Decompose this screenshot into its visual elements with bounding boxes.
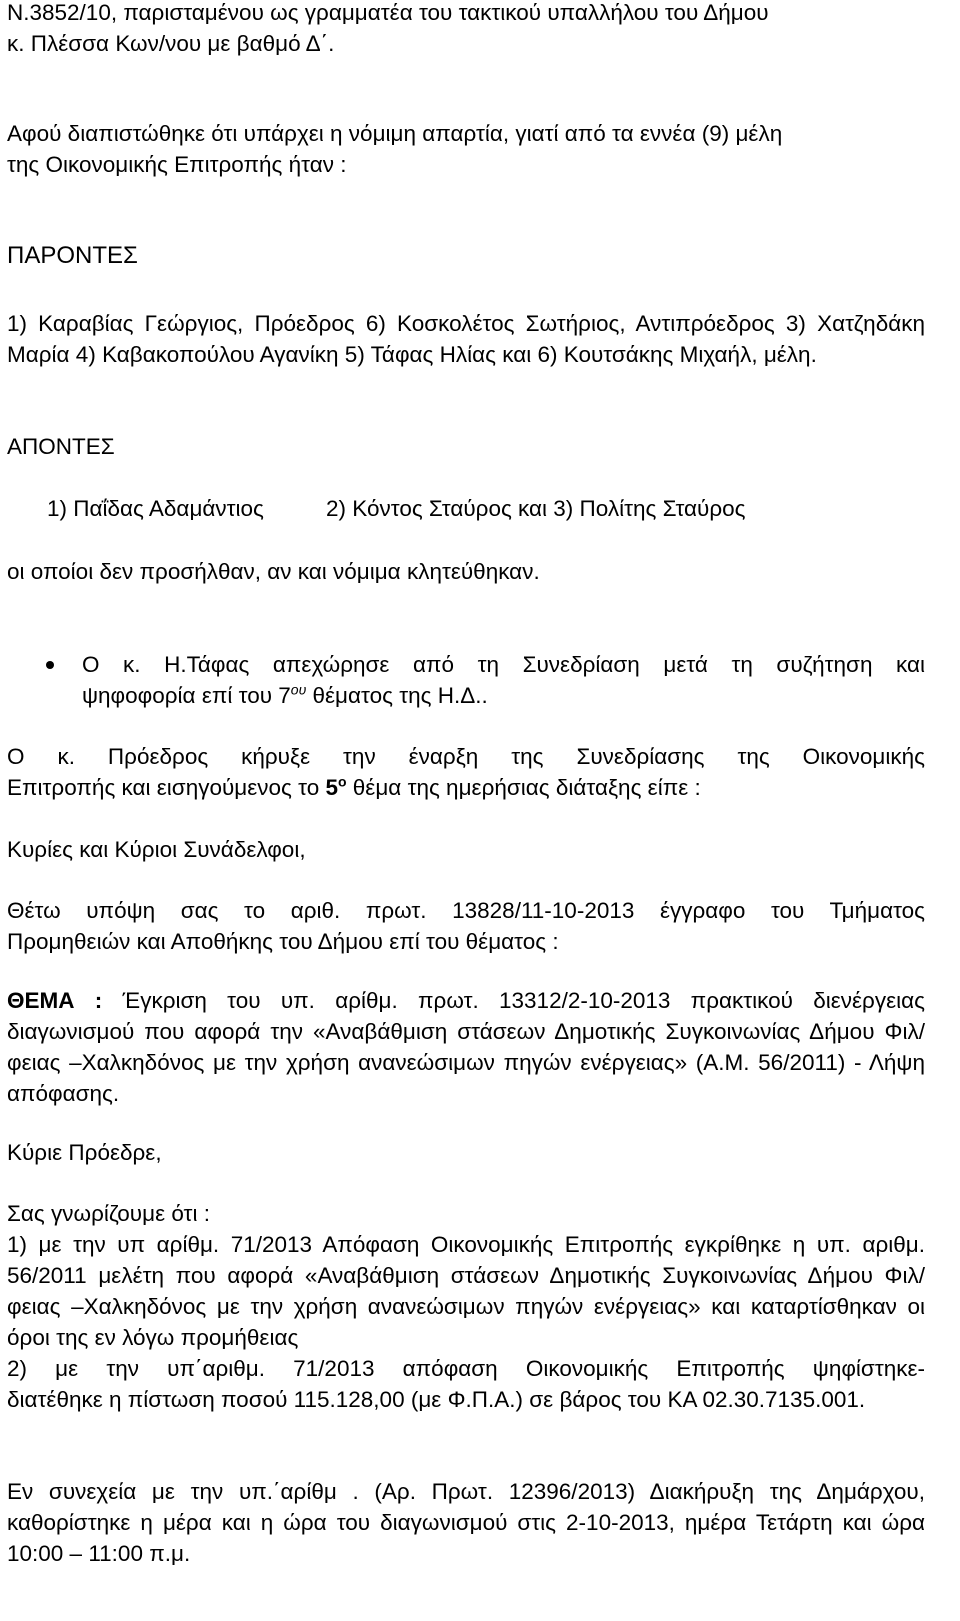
opening-ordinal-suffix: ο	[337, 773, 347, 790]
submit-line-2: Προμηθειών και Αποθήκης του Δήμου επί του θέματος :	[7, 929, 559, 954]
intro-line-1: Ν.3852/10, παρισταμένου ως γραμματέα του τακτικού υπαλλήλου του Δήμου	[7, 0, 769, 25]
followup-paragraph: Εν συνεχεία με την υπ.΄αρίθμ . (Αρ. Πρωτ. 12396/2013) Διακήρυξη της Δημάρχου, καθορίστηκε η μέρα και η ώρα του διαγωνισμού στις 2-10-2013, ημέρα Τετάρτη και ώρα 10:00 – 11:00 π.μ.	[7, 1479, 925, 1566]
submit-line-1: Θέτω υπόψη σας το αριθ. πρωτ. 13828/11-10-2013 έγγραφο του Τμήματος	[7, 898, 925, 923]
bullet-ordinal-suffix: ου	[290, 681, 307, 698]
inform-intro: Σας γνωρίζουμε ότι :	[7, 1201, 210, 1226]
subject-paragraph	[7, 985, 925, 1109]
quorum-line-2: της Οικονομικής Επιτροπής ήταν :	[7, 152, 347, 177]
intro-paragraph	[7, 0, 925, 59]
opening-line-2-end: θέμα της ημερήσιας διάταξης είπε :	[346, 775, 701, 800]
address-line: Κύριε Πρόεδρε,	[7, 1140, 162, 1165]
absent-members-2-3: 2) Κόντος Σταύρος και 3) Πολίτης Σταύρος	[326, 496, 746, 521]
subject-label: ΘΕΜΑ :	[7, 988, 103, 1013]
opening-line-2-text: Επιτροπής και εισηγούμενος το	[7, 775, 326, 800]
greeting: Κυρίες και Κύριοι Συνάδελφοι,	[7, 837, 306, 862]
absent-note: οι οποίοι δεν προσήλθαν, αν και νόμιμα κλητεύθηκαν.	[7, 559, 540, 584]
intro-line-2: κ. Πλέσσα Κων/νου με βαθμό Δ΄.	[7, 31, 335, 56]
absent-heading: ΑΠΟΝΤΕΣ	[7, 434, 115, 459]
bullet-line-2	[82, 680, 925, 711]
bullet-line-1: Ο κ. Η.Τάφας απεχώρησε από τη Συνεδρίαση μετά τη συζήτηση και	[82, 652, 925, 677]
bullet-line-2-end: θέματος της Η.Δ..	[306, 683, 488, 708]
opening-line-2	[7, 772, 925, 803]
opening-line-1: Ο κ. Πρόεδρος κήρυξε την έναρξη της Συνεδρίασης της Οικονομικής	[7, 744, 925, 769]
inform-item-2-line-1: 2) με την υπ΄αριθμ. 71/2013 απόφαση Οικονομικής Επιτροπής ψηφίστηκε-	[7, 1356, 925, 1381]
bullet-icon	[46, 661, 54, 669]
subject-text: Έγκριση του υπ. αρίθμ. πρωτ. 13312/2-10-2013 πρακτικού διενέργειας διαγωνισμού που αφορά την «Αναβάθμιση στάσεων Δημοτικής Συγκοινωνίας Δήμου Φιλ/φειας –Χαλκηδόνος με την χρήση ανανεώσιμων πηγών ενέργειας» (Α.Μ. 56/2011) - Λήψη απόφασης.	[7, 988, 925, 1106]
absent-member-1: 1) Παΐδας Αδαμάντιος	[47, 496, 264, 521]
present-members: 1) Καραβίας Γεώργιος, Πρόεδρος 6) Κοσκολέτος Σωτήριος, Αντιπρόεδρος 3) Χατζηδάκη Μαρία 4) Καβακοπούλου Αγανίκη 5) Τάφας Ηλίας και 6) Κουτσάκης Μιχαήλ, μέλη.	[7, 311, 925, 367]
opening-topic-number: 5	[325, 775, 338, 800]
quorum-paragraph	[7, 118, 925, 180]
bullet-line-2-text: ψηφοφορία επί του 7	[82, 683, 291, 708]
inform-item-2-rest: διατέθηκε η πίστωση ποσού 115.128,00 (με Φ.Π.Α.) σε βάρος του ΚΑ 02.30.7135.001.	[7, 1387, 866, 1412]
inform-item-1: 1) με την υπ αρίθμ. 71/2013 Απόφαση Οικονομικής Επιτροπής εγκρίθηκε η υπ. αριθμ. 56/2011 μελέτη που αφορά «Αναβάθμιση στάσεων Δημοτικής Συγκοινωνίας Δήμου Φιλ/φειας –Χαλκηδόνος με την χρήση ανανεώσιμων πηγών ενέργειας» και καταρτίσθηκαν οι όροι της εν λόγω προμήθειας	[7, 1232, 925, 1350]
present-heading: ΠΑΡΟΝΤΕΣ	[7, 242, 138, 269]
quorum-line-1: Αφού διαπιστώθηκε ότι υπάρχει η νόμιμη απαρτία, γιατί από τα εννέα (9) μέλη	[7, 121, 783, 146]
